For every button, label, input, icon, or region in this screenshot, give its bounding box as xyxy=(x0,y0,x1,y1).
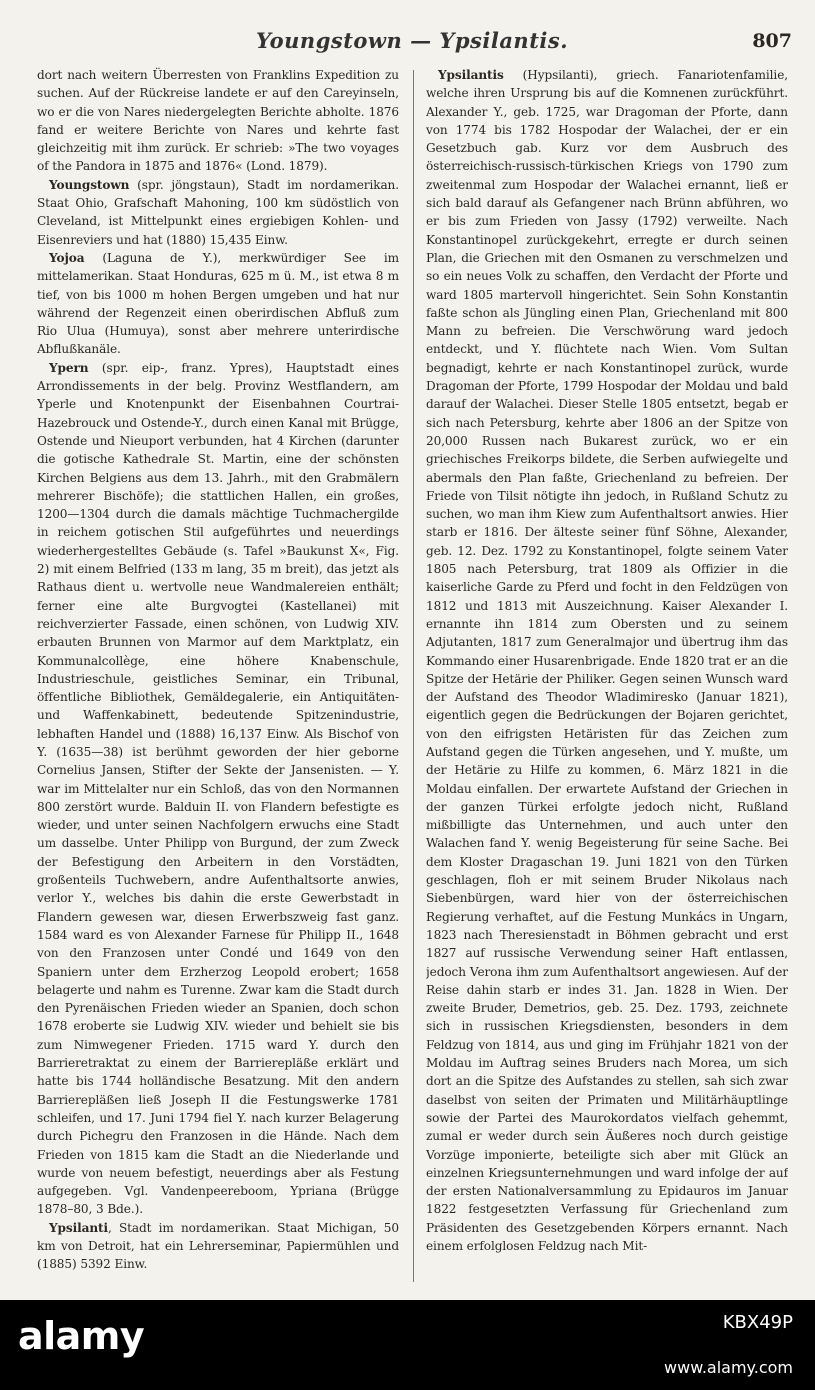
entry-yojoa xyxy=(37,249,399,359)
entry-ypern xyxy=(37,359,399,1219)
right-column xyxy=(426,66,788,1286)
entry-text: dort nach weitern Überresten von Franklins Expedition zu suchen. Auf der Rückreise landete er auf den Careyinseln, wo er die von Nares niedergelegten Berichte abholte. 1876 fand er weitere Berichte von Nares und kehrte fast gleichzeitig mit ihm zurück. Er schrieb: »The two voyages of the Pandora in 1875 and 1876« (Lond. 1879). xyxy=(37,68,399,174)
running-head xyxy=(32,28,792,62)
entry-ypsilantis xyxy=(426,66,788,1255)
alamy-logo: alamy xyxy=(18,1314,145,1358)
column-divider xyxy=(413,70,414,1282)
entry-franklin-continuation xyxy=(37,66,399,176)
page-number: 807 xyxy=(752,30,792,52)
entry-youngstown xyxy=(37,176,399,249)
entry-text: (spr. jöngstaun), Stadt im nordamerikan. Staat Ohio, Grafschaft Mahoning, 100 km südöstlich von Cleveland, ist Mittelpunkt eines ergiebigen Kohlen- und Eisenreviers und hat (1880) 15,435 Einw. xyxy=(37,177,399,247)
entry-headword: Youngstown xyxy=(49,177,130,192)
entry-headword: Ypsilanti xyxy=(49,1220,108,1235)
left-column xyxy=(37,66,399,1286)
entry-headword: Ypern xyxy=(49,360,89,375)
entry-ypsilanti xyxy=(37,1219,399,1274)
entry-text: (Laguna de Y.), merkwürdiger See im mittelamerikan. Staat Honduras, 625 m ü. M., ist etwa 8 m tief, von bis 1000 m hohen Bergen umgeben und hat nur während der Regenzeit einen oberirdischen Abfluß zum Rio Ulua (Humuya), sonst aber mehrere unterirdische Abflußkanäle. xyxy=(37,250,399,357)
entry-text: (spr. eip-, franz. Ypres), Hauptstadt eines Arrondissements in der belg. Provinz Westflandern, am Yperle und Knotenpunkt der Eisenbahnen Courtrai-Hazebrouck und Ostende-Y., durch einen Kanal mit Brügge, Ostende und Nieuport verbunden, hat 4 Kirchen (darunter die gotische Kathedrale St. Martin, eine der schönsten Kirchen Belgiens aus dem 13. Jahrh., mit den Grabmälern mehrerer Bischöfe); die stattlichen Hallen, ein großes, 1200—1304 durch die damals mächtige Tuchmachergilde in reichem gotischen Stil aufgeführtes und neuerdings wiederhergestelltes Gebäude (s. Tafel »Baukunst X«, Fig. 2) mit einem Belfried (133 m lang, 35 m breit), das jetzt als Rathaus dient u. wertvolle neue Wandmalereien enthält; ferner eine alte Burgvogtei (Kastellanei) mit reichverzierter Fassade, einen schönen, von Ludwig XIV. erbauten Brunnen von Marmor auf dem Marktplatz, ein Kommunalcollège, eine höhere Knabenschule, Industrieschule, geistliches Seminar, ein Tribunal, öffentliche Bibliothek, Gemäldegalerie, ein Antiquitäten- und Waffenkabinett, bedeutende Spitzenindustrie, lebhaften Handel und (1888) 16,137 Einw. Als Bischof von Y. (1635—38) ist berühmt geworden der hier geborne Cornelius Jansen, Stifter der Sekte der Jansenisten. — Y. war im Mittelalter nur ein Schloß, das von den Normannen 800 zerstört wurde. Balduin II. von Flandern befestigte es wieder, und unter seinen Nachfolgern erwuchs eine Stadt um dasselbe. Unter Philipp von Burgund, der zum Zweck der Befestigung den Arbeitern in den Vorstädten, großenteils Tuchwebern, andre Aufenthaltsorte anwies, verlor Y., welches bis dahin die erste Gewerbstadt in Flandern gewesen war, diesen Erwerbszweig fast ganz. 1584 ward es von Alexander Farnese für Philipp II., 1648 von den Franzosen unter Condé und 1649 von den Spaniern unter dem Erzherzog Leopold erobert; 1658 belagerte und nahm es Turenne. Zwar kam die Stadt durch den Pyrenäischen Frieden wieder an Spanien, doch schon 1678 eroberte sie Ludwig XIV. wieder und behielt sie bis zum Nimwegener Frieden. 1715 ward Y. durch den Barrieretraktat zu einem der Barrierepläße erklärt und hatte bis 1744 holländische Besatzung. Mit den andern Barrierepläßen ließ Joseph II die Festungswerke 1781 schleifen, und 17. Juni 1794 fiel Y. nach kurzer Belagerung durch Pichegru den Franzosen in die Hände. Nach dem Frieden von 1815 kam die Stadt an die Niederlande und wurde von neuem befestigt, neuerdings aber als Festung aufgegeben. Vgl. Vandenpeereboom, Ypriana (Brügge 1878–80, 3 Bde.). xyxy=(37,360,399,1217)
watermark-footer xyxy=(0,1300,815,1390)
entry-text: , Stadt im nordamerikan. Staat Michigan, 50 km von Detroit, hat ein Lehrerseminar, Papiermühlen und (1885) 5392 Einw. xyxy=(37,1220,399,1272)
image-id: KBX49P xyxy=(722,1312,793,1333)
entry-text: (Hypsilanti), griech. Fanariotenfamilie, welche ihren Ursprung bis auf die Komnenen zurückführt. Alexander Y., geb. 1725, war Dragoman der Pforte, dann von 1774 bis 1782 Hospodar der Walachei, der er ein Gesetzbuch gab. Kurz vor dem Ausbruch des österreichisch-russisch-türkischen Kriegs von 1790 zum zweitenmal zum Hospodar der Walachei ernannt, ließ er sich bald darauf als Gefangener nach Brünn abführen, wo er bis zum Frieden von Jassy (1792) verweilte. Nach Konstantinopel zurückgekehrt, erregte er durch seinen Plan, die Griechen mit den Osmanen zu verschmelzen und so ein neues Volk zu schaffen, den Verdacht der Pforte und ward 1805 martervoll hingerichtet. Sein Sohn Konstantin faßte schon als Jüngling einen Plan, Griechenland mit 800 Mann zu befreien. Die Verschwörung ward jedoch entdeckt, und Y. flüchtete nach Wien. Vom Sultan begnadigt, kehrte er nach Konstantinopel zurück, wurde Dragoman der Pforte, 1799 Hospodar der Moldau und bald darauf der Walachei. Dieser Stelle 1805 entsetzt, begab er sich nach Petersburg, kehrte aber 1806 an der Spitze von 20,000 Russen nach Bukarest zurück, wo er ein griechisches Freikorps bildete, die Serben aufwiegelte und abermals den Plan faßte, Griechenland zu befreien. Der Friede von Tilsit nötigte ihn jedoch, in Rußland Schutz zu suchen, wo man ihm Kiew zum Aufenthaltsort anwies. Hier starb er 1816. Der älteste seiner fünf Söhne, Alexander, geb. 12. Dez. 1792 zu Konstantinopel, folgte seinem Vater 1805 nach Petersburg, trat 1809 als Offizier in die kaiserliche Garde zu Pferd und focht in den Feldzügen von 1812 und 1813 mit Auszeichnung. Kaiser Alexander I. ernannte ihn 1814 zum Obersten und zu seinem Adjutanten, 1817 zum Generalmajor und übertrug ihm das Kommando einer Husarenbrigade. Ende 1820 trat er an die Spitze der Hetärie der Philiker. Gegen seinen Wunsch ward der Aufstand des Theodor Wladimiresko (Januar 1821), eigentlich gegen die Bedrückungen der Bojaren gerichtet, von den eifrigsten Hetäristen für das Zeichen zum Aufstand gegen die Türken angesehen, und Y. mußte, um der Hetärie zu Hilfe zu kommen, 6. März 1821 in die Moldau einfallen. Der erwartete Aufstand der Griechen in der ganzen Türkei erfolgte jedoch nicht, Rußland mißbilligte das Unternehmen, und auch unter den Walachen fand Y. wenig Begeisterung für seine Sache. Bei dem Kloster Dragaschan 19. Juni 1821 von den Türken geschlagen, floh er mit seinem Bruder Nikolaus nach Siebenbürgen, ward hier von der österreichischen Regierung verhaftet, auf die Festung Munkács in Ungarn, 1823 nach Theresienstadt in Böhmen gebracht und erst 1827 auf russische Verwendung seiner Haft entlassen, jedoch Verona ihm zum Aufenthaltsort angewiesen. Auf der Reise dahin starb er indes 31. Jan. 1828 in Wien. Der zweite Bruder, Demetrios, geb. 25. Dez. 1793, zeichnete sich in russischen Kriegsdiensten, besonders in dem Feldzug von 1814, aus und ging im Frühjahr 1821 von der Moldau im Auftrag seines Bruders nach Morea, um sich dort an die Spitze des Aufstandes zu stellen, sah sich zwar daselbst von seiten der Primaten und Militärhäuptlinge sowie der Partei des Maurokordatos vielfach gehemmt, zumal er weder durch sein Äußeres noch durch geistige Vorzüge imponierte, beteiligte sich aber mit Glück an einzelnen Kriegsunternehmungen und ward infolge der auf der ersten Nationalversammlung zu Epidauros im Januar 1822 festgesetzten Verfassung für Griechenland zum Präsidenten des Gesetzgebenden Körpers ernannt. Nach einem erfolglosen Feldzug nach Mit- xyxy=(426,68,788,1253)
footer-url: www.alamy.com xyxy=(664,1358,793,1377)
entry-headword: Yojoa xyxy=(49,250,85,265)
entry-headword: Ypsilantis xyxy=(438,68,504,82)
page-title: Youngstown — Ypsilantis. xyxy=(255,28,569,53)
